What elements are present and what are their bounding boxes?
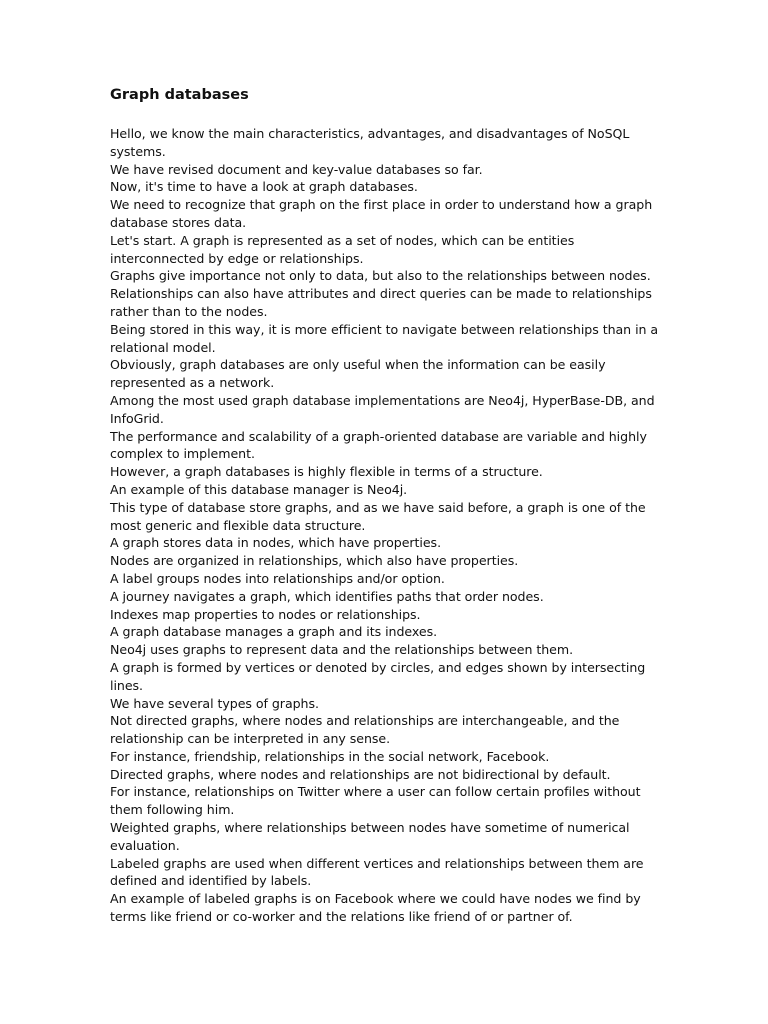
paragraph: Being stored in this way, it is more efficient to navigate between relationships than in a relational model. — [110, 321, 659, 355]
paragraph: Indexes map properties to nodes or relationships. — [110, 606, 421, 622]
paragraph: A graph is formed by vertices or denoted by circles, and edges shown by intersecting lines. — [110, 659, 646, 693]
paragraph: We have several types of graphs. — [110, 695, 319, 711]
paragraph: An example of labeled graphs is on Facebook where we could have nodes we find by terms like friend or co-worker and the relations like friend of or partner of. — [110, 891, 641, 925]
paragraph: The performance and scalability of a graph-oriented database are variable and highly complex to implement. — [110, 428, 647, 462]
paragraph: Let's start. A graph is represented as a set of nodes, which can be entities interconnected by edge or relationships. — [110, 232, 575, 266]
paragraph: Graphs give importance not only to data, but also to the relationships between nodes. — [110, 268, 651, 284]
document-title: Graph databases — [110, 87, 249, 103]
paragraph: We need to recognize that graph on the first place in order to understand how a graph database stores data. — [110, 197, 653, 230]
paragraph: Neo4j uses graphs to represent data and the relationships between them. — [110, 642, 574, 658]
paragraph: An example of this database manager is Neo4j. — [110, 481, 408, 497]
paragraph: Nodes are organized in relationships, which also have properties. — [110, 553, 519, 569]
paragraph: Directed graphs, where nodes and relationships are not bidirectional by default. — [110, 766, 611, 782]
paragraph: Relationships can also have attributes and direct queries can be made to relationships rather than to the nodes. — [110, 286, 652, 319]
paragraph: A journey navigates a graph, which identifies paths that order nodes. — [110, 588, 544, 604]
paragraph: Obviously, graph databases are only useful when the information can be easily represented as a network. — [110, 357, 606, 391]
paragraph: For instance, relationships on Twitter where a user can follow certain profiles without them following him. — [110, 784, 641, 818]
paragraph: Among the most used graph database implementations are Neo4j, HyperBase-DB, and InfoGrid. — [110, 392, 655, 426]
paragraph: We have revised document and key-value databases so far. — [110, 161, 483, 177]
paragraph: For instance, friendship, relationships in the social network, Facebook. — [110, 748, 550, 764]
paragraph: This type of database store graphs, and as we have said before, a graph is one of the most generic and flexible data structure. — [110, 499, 646, 533]
paragraph: A label groups nodes into relationships and/or option. — [110, 570, 445, 586]
paragraph: Labeled graphs are used when different vertices and relationships between them are defined and identified by labels. — [110, 855, 644, 889]
paragraph: Weighted graphs, where relationships between nodes have sometime of numerical evaluation. — [110, 820, 630, 853]
paragraph: However, a graph databases is highly flexible in terms of a structure. — [110, 464, 543, 480]
paragraph: A graph database manages a graph and its indexes. — [110, 624, 438, 640]
paragraph: Hello, we know the main characteristics, advantages, and disadvantages of NoSQL systems. — [110, 126, 630, 159]
paragraph: Not directed graphs, where nodes and relationships are interchangeable, and the relationship can be interpreted in any sense. — [110, 713, 620, 747]
paragraph: A graph stores data in nodes, which have properties. — [110, 535, 442, 551]
paragraph: Now, it's time to have a look at graph databases. — [110, 179, 418, 195]
document-body — [110, 86, 666, 926]
